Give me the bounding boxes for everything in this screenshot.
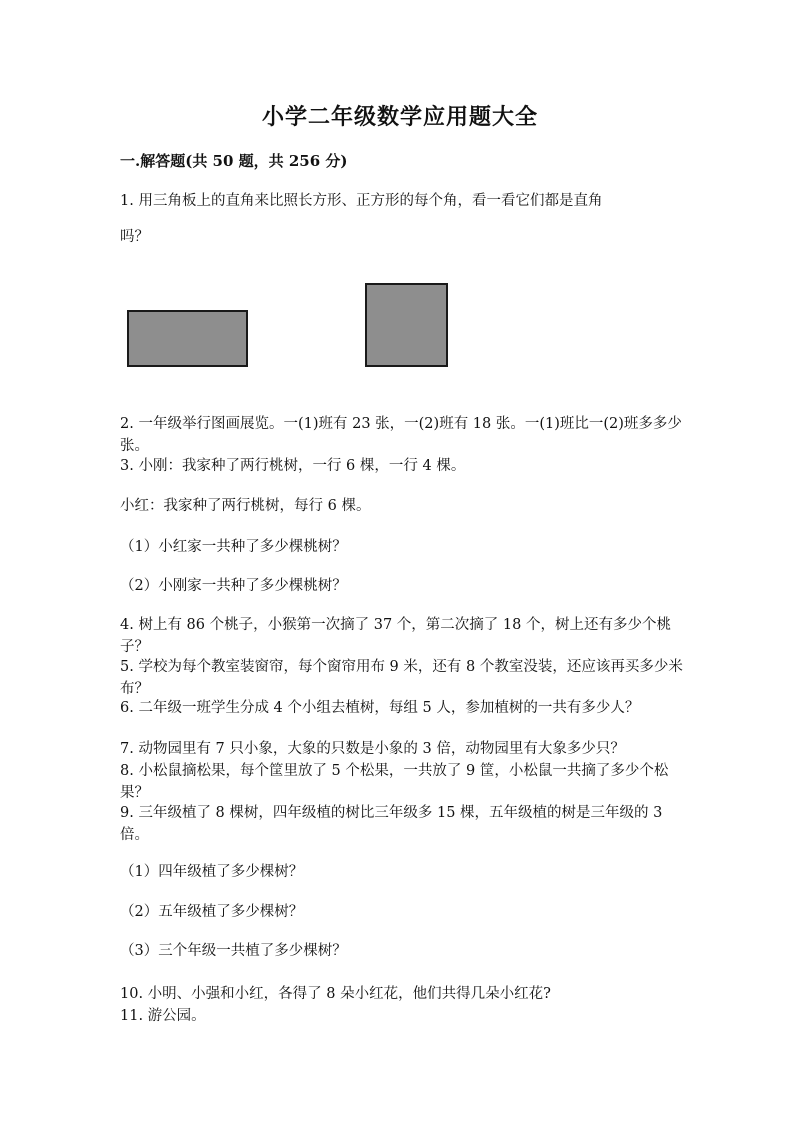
question-8: 8. 小松鼠摘松果，每个筐里放了 5 个松果，一共放了 9 筐，小松鼠一共摘了多少个松果？	[120, 763, 669, 801]
question-3-sub-1: （1）小红家一共种了多少棵桃树？	[120, 539, 347, 555]
page-title: 小学二年级数学应用题大全	[261, 104, 538, 130]
question-3: 3. 小刚：我家种了两行桃树，一行 6 棵，一行 4 棵。	[120, 458, 466, 474]
question-3-sub-2: （2）小刚家一共种了多少棵桃树？	[120, 578, 347, 594]
rectangle-figure	[127, 310, 248, 367]
question-1-line-2: 吗？	[120, 229, 149, 245]
section-heading: 一.解答题(共 50 题，共 256 分)	[120, 152, 348, 170]
question-9-sub-1: （1）四年级植了多少棵树？	[120, 864, 304, 880]
question-9-sub-2: （2）五年级植了多少棵树？	[120, 904, 304, 920]
question-6: 6. 二年级一班学生分成 4 个小组去植树，每组 5 人，参加植树的一共有多少人？	[120, 700, 640, 716]
question-11: 11. 游公园。	[120, 1008, 206, 1024]
question-5: 5. 学校为每个教室装窗帘，每个窗帘用布 9 米，还有 8 个教室没装，还应该再买多少米布？	[120, 659, 683, 697]
question-10: 10. 小明、小强和小红，各得了 8 朵小红花，他们共得几朵小红花?	[120, 986, 551, 1002]
square-figure	[365, 283, 448, 367]
question-7: 7. 动物园里有 7 只小象，大象的只数是小象的 3 倍，动物园里有大象多少只？	[120, 741, 625, 757]
question-4: 4. 树上有 86 个桃子，小猴第一次摘了 37 个，第二次摘了 18 个，树上还有多少个桃子？	[120, 617, 671, 655]
question-9: 9. 三年级植了 8 棵树，四年级植的树比三年级多 15 棵，五年级植的树是三年级的 3 倍。	[120, 805, 663, 843]
question-3-part-b: 小红：我家种了两行桃树，每行 6 棵。	[120, 498, 371, 514]
question-2: 2. 一年级举行图画展览。一(1)班有 23 张，一(2)班有 18 张。一(1)班比一(2)班多多少张。	[120, 416, 682, 454]
question-9-sub-3: （3）三个年级一共植了多少棵树？	[120, 943, 347, 959]
question-1-line-1: 1. 用三角板上的直角来比照长方形、正方形的每个角，看一看它们都是直角	[120, 193, 603, 209]
